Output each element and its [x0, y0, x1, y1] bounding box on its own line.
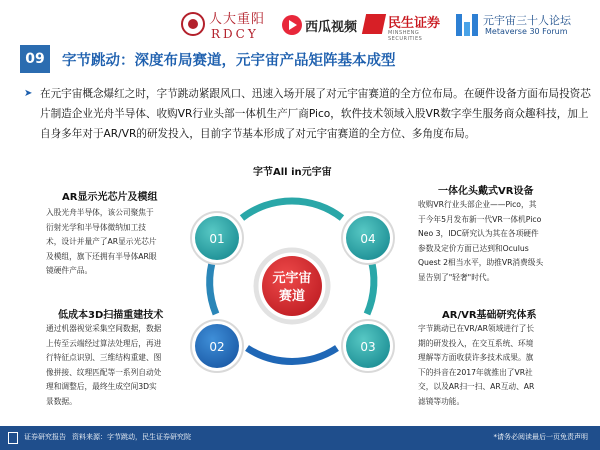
- text-line: 景数据。: [46, 396, 77, 406]
- play-icon: [282, 15, 302, 35]
- block-title-arvr-research: AR/VR基础研究体系: [442, 310, 537, 321]
- rdcy-seal-icon: [181, 12, 205, 36]
- rdcy-logo-en: RDCY: [211, 27, 259, 41]
- text-line: 期的研发投入，在交互系统、环境: [418, 338, 534, 348]
- center-label-line1: 元宇宙: [272, 271, 312, 286]
- text-line: 上传至云端经过算法处理后，再进: [46, 338, 162, 348]
- node-04-label: 04: [360, 232, 376, 246]
- slide-title-bar: [0, 45, 600, 73]
- text-line: 下的抖音在2017年就推出了VR社: [418, 367, 533, 377]
- text-line: 参数及定价方面已达到和Oculus: [418, 243, 529, 253]
- metaverse-logo-cn: 元宇宙三十人论坛: [483, 14, 571, 27]
- minsheng-logo-cn: 民生证券: [388, 16, 441, 31]
- intro-paragraph: 在元宇宙概念爆红之时，字节跳动紧跟风口、迅速入场开展了对元宇宙赛道的全方位布局。在硬件设备方面布局投资芯片制造企业光舟半导体、收购VR行业头部一体机生产厂商Pico，软件技术领域入股VR数字孪生服务商众趣科技，加上自身多年对于AR/VR的研发投入，目前字节基本形成了对元宇宙赛道的全方位、多角度布局。: [40, 88, 591, 140]
- block-text-ar-chip: [46, 206, 186, 279]
- text-line: 镜硬件产品。: [46, 266, 93, 276]
- text-line: 收购VR行业头部企业——Pico，其: [418, 200, 537, 209]
- rdcy-logo-cn: 人大重阳: [209, 12, 266, 27]
- text-line: 显告别了"轻奢"时代。: [418, 272, 495, 282]
- metaverse-forum-logo: [456, 12, 596, 42]
- slide-number-badge: 09: [20, 45, 50, 73]
- rdcy-logo: [181, 8, 277, 44]
- footer-source: 资料来源：字节跳动，民生证券研究院: [72, 433, 191, 441]
- text-line: 入股光舟半导体，该公司聚焦于: [46, 208, 154, 217]
- block-text-vr-headset: [418, 198, 578, 286]
- report-icon: [8, 432, 18, 444]
- text-line: 滤镜等功能。: [418, 396, 465, 406]
- footer-disclaimer: *请务必阅读最后一页免责声明: [493, 433, 588, 441]
- minsheng-icon: [362, 14, 386, 34]
- node-02-label: 02: [209, 340, 225, 354]
- text-line: 通过机器视觉采集空间数据，数据: [46, 324, 162, 333]
- block-text-3d-scan: [46, 322, 186, 410]
- xigua-logo-text: 西瓜视频: [305, 20, 358, 35]
- footer-report-label: 证券研究报告: [24, 433, 66, 441]
- text-line: Neo 3，IDC研究认为其在各项硬件: [418, 229, 539, 239]
- text-line: 字节跳动已在VR/AR领域进行了长: [418, 324, 535, 333]
- cycle-arc-bottom: [247, 348, 337, 361]
- footer-bar: [0, 426, 600, 450]
- block-text-arvr-research: [418, 322, 578, 410]
- diagram-heading: 字节All in元宇宙: [253, 167, 332, 178]
- node-01-label: 01: [209, 232, 225, 246]
- block-title-3d-scan: 低成本3D扫描重建技术: [58, 310, 164, 321]
- text-line: 理解等方面收获许多技术成果。旗: [418, 353, 534, 363]
- block-title-ar-chip: AR显示光芯片及模组: [62, 192, 158, 203]
- text-line: 衍射光学和半导体微纳加工技: [46, 222, 146, 232]
- minsheng-logo-en: MINSHENG SECURITIES: [388, 30, 423, 42]
- node-03-label: 03: [360, 340, 376, 354]
- center-circle: [262, 256, 322, 316]
- text-line: 理和调整后，最终生成空间3D实: [46, 382, 157, 392]
- cycle-arc-top: [242, 201, 342, 218]
- slide-title: 字节跳动：深度布局赛道，元宇宙产品矩阵基本成型: [62, 53, 396, 69]
- metaverse-logo-en: Metaverse 30 Forum: [485, 27, 568, 36]
- xigua-logo: [282, 14, 362, 38]
- metaverse-bars-icon: [456, 14, 478, 36]
- text-line: Quest 2相当水平，助推VR消费级头: [418, 258, 544, 268]
- text-line: 及模组，旗下还拥有半导体AR眼: [46, 251, 157, 261]
- header-logos: [0, 6, 600, 46]
- text-line: 像拼接、纹理匹配等一系列自动处: [46, 367, 162, 377]
- arrow-bullet-icon: ➤: [24, 88, 33, 99]
- metaverse-cycle-diagram: [172, 178, 412, 378]
- text-line: 于今年5月发布新一代VR一体机Pico: [418, 214, 542, 224]
- text-line: 行特征点识别、三维结构重建、图: [46, 353, 162, 363]
- center-label-line2: 赛道: [278, 289, 306, 304]
- block-title-vr-headset: 一体化头戴式VR设备: [438, 186, 534, 197]
- text-line: 交，以及AR扫一扫、AR互动、AR: [418, 382, 535, 392]
- minsheng-logo: [364, 12, 454, 42]
- text-line: 术，设计并量产了AR显示光芯片: [46, 237, 157, 247]
